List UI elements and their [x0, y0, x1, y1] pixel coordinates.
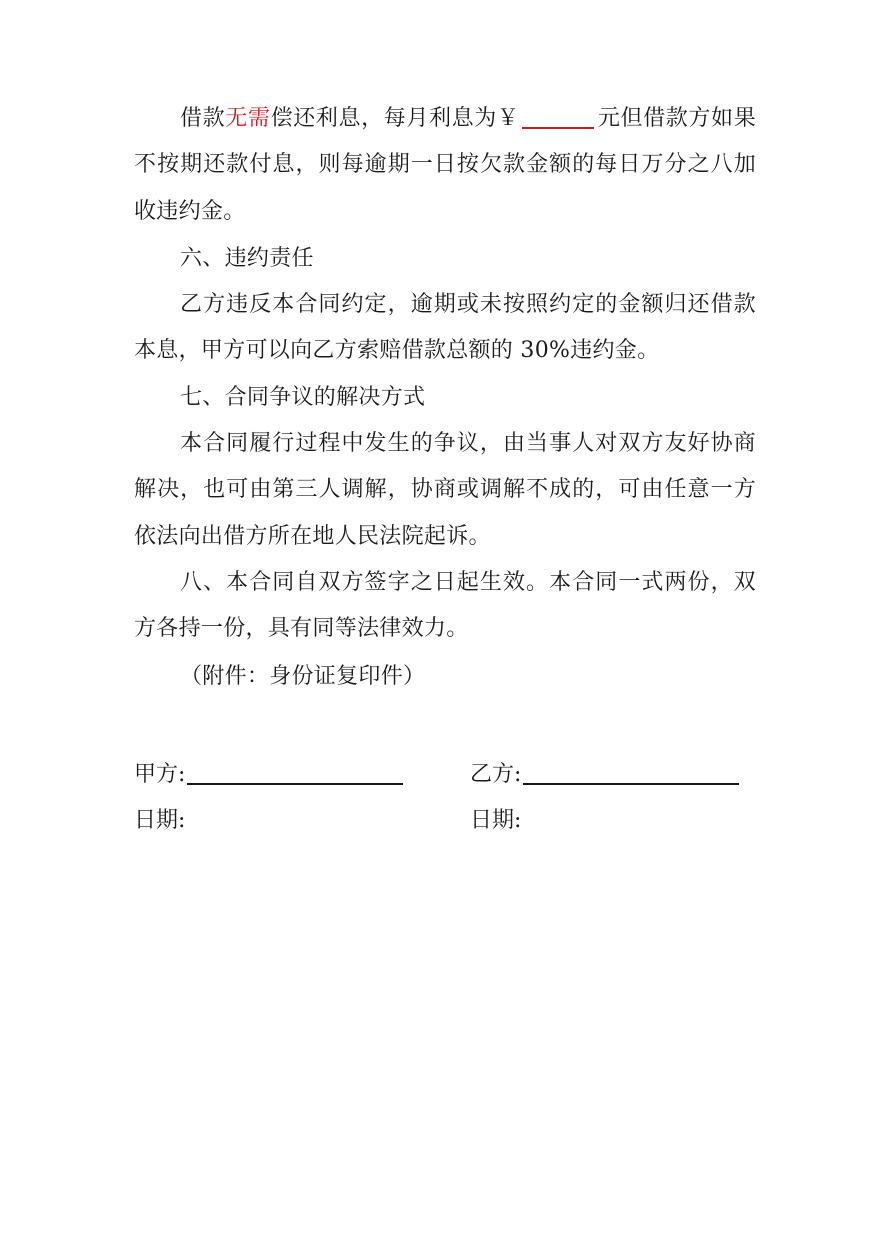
monthly-interest-blank[interactable]: [522, 105, 594, 129]
interest-text-start: 借款: [180, 106, 226, 131]
party-a-date: [134, 806, 185, 836]
section-8-paragraph: 八、本合同自双方签字之日起生效。本合同一式两份，双方各持一份，具有同等法律效力。: [134, 570, 756, 642]
no-interest-highlight: 无需: [225, 106, 271, 131]
party-b-date: [470, 806, 521, 836]
interest-paragraph: [134, 96, 756, 235]
attachment-note: （附件：身份证复印件）: [180, 664, 426, 689]
party-b-date-label: 日期:: [470, 808, 522, 833]
interest-text-middle: 偿还利息，每月利息为￥: [270, 106, 520, 131]
section-6-heading: 六、违约责任: [180, 246, 314, 271]
party-b-label: 乙方:: [470, 762, 522, 787]
party-a-signature-line[interactable]: [187, 763, 403, 785]
party-b-signature-line[interactable]: [523, 763, 739, 785]
party-a-date-label: 日期:: [134, 808, 186, 833]
party-a-signature: [134, 760, 403, 790]
interest-text-end: 元但借款方如果不按期还款付息，则每逾期一日按欠款金额的每日万分之八加收违约金。: [134, 106, 756, 224]
section-7-heading: 七、合同争议的解决方式: [180, 385, 426, 410]
party-a-label: 甲方:: [134, 762, 186, 787]
section-6-body: 乙方违反本合同约定，逾期或未按照约定的金额归还借款本息，甲方可以向乙方索赔借款总额的 30%违约金。: [134, 292, 756, 364]
party-b-signature: [470, 760, 739, 790]
section-7-body: 本合同履行过程中发生的争议，由当事人对双方友好协商解决，也可由第三人调解，协商或调解不成的，可由任意一方依法向出借方所在地人民法院起诉。: [134, 431, 756, 549]
